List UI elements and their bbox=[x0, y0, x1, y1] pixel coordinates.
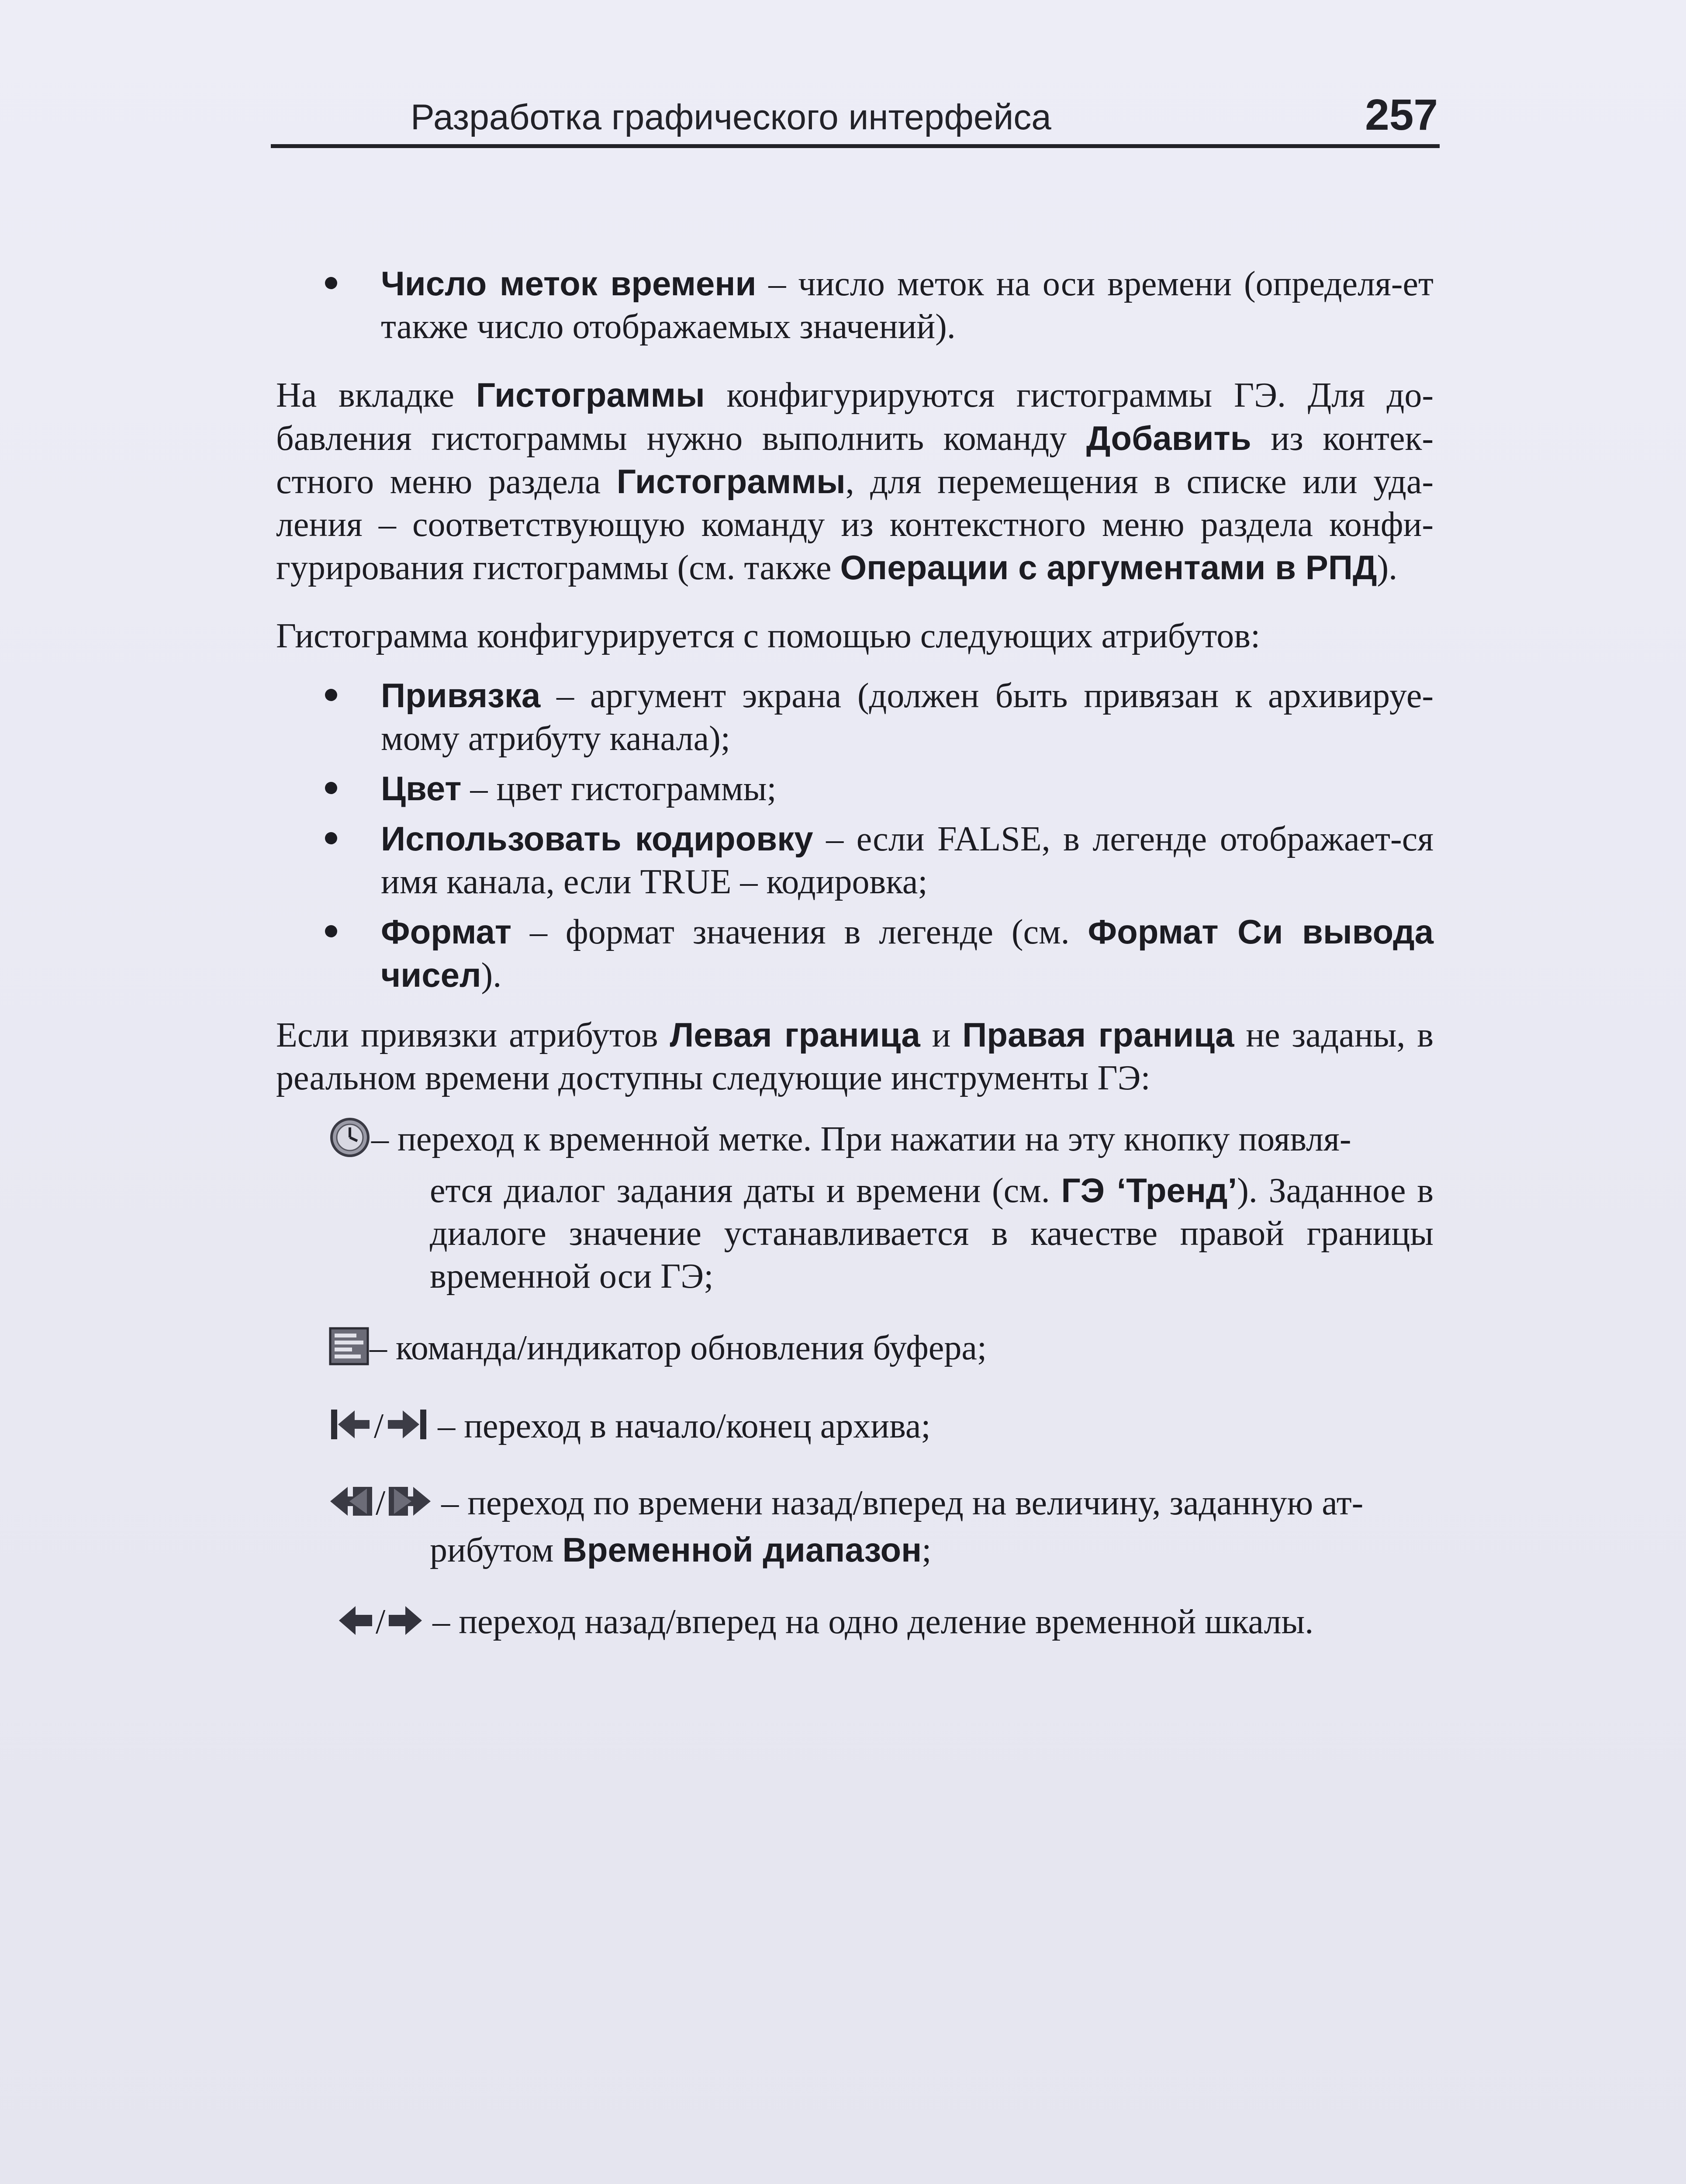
text: из контек-стного меню раздела bbox=[276, 419, 1434, 501]
skip-to-end-icon bbox=[385, 1406, 429, 1453]
tool-range-step bbox=[276, 1482, 1434, 1572]
link-term: Формат Си вывода чисел bbox=[381, 912, 1434, 994]
buffer-icon bbox=[328, 1327, 370, 1376]
skip-to-start-icon bbox=[328, 1406, 372, 1453]
text: не заданы, в реальном времени доступны следующие инструменты ГЭ: bbox=[276, 1016, 1434, 1097]
tool-buffer-update bbox=[276, 1327, 1434, 1376]
bullet-icon bbox=[325, 782, 337, 794]
term: Цвет bbox=[381, 769, 462, 808]
page-body bbox=[276, 262, 1434, 1648]
text: ). bbox=[1377, 549, 1398, 587]
tool-description: ). Заданное в диалоге значение устанавливается в качестве правой границы временной оси ГЭ; bbox=[430, 1171, 1434, 1296]
term: Число меток времени bbox=[381, 264, 757, 303]
text: и bbox=[920, 1016, 963, 1054]
page-number: 257 bbox=[1365, 90, 1438, 139]
bullet-icon bbox=[325, 832, 337, 844]
separator: / bbox=[374, 1407, 384, 1446]
separator: / bbox=[376, 1484, 386, 1523]
tool-description: – переход к временной метке. При нажатии на эту кнопку появля- bbox=[371, 1120, 1351, 1158]
definition: – аргумент экрана (должен быть привязан к архивируе-мому атрибуту канала); bbox=[381, 677, 1434, 758]
paragraph-histograms bbox=[276, 373, 1434, 589]
chapter-title: Разработка графического интерфейса bbox=[411, 97, 1051, 137]
tool-description: – переход назад/вперед на одно деление временной шкалы. bbox=[432, 1603, 1314, 1641]
definition: – цвет гистограммы; bbox=[461, 770, 777, 808]
bullet-icon bbox=[325, 689, 337, 701]
fast-forward-icon bbox=[387, 1484, 432, 1528]
term: Гистограммы bbox=[616, 462, 846, 501]
bullet-icon bbox=[325, 277, 337, 289]
term: Левая граница bbox=[670, 1016, 920, 1054]
definition: ). bbox=[481, 956, 502, 995]
list-item bbox=[276, 767, 1434, 810]
text: конфигурируются гистограммы ГЭ. Для до-бавления гистограммы нужно выполнить команду bbox=[276, 376, 1434, 458]
text: Если привязки атрибутов bbox=[276, 1016, 670, 1054]
link-term: Операции с аргументами в РПД bbox=[840, 548, 1377, 587]
separator: / bbox=[376, 1603, 386, 1641]
term: Использовать кодировку bbox=[381, 819, 813, 858]
term: Правая граница bbox=[962, 1016, 1234, 1054]
tool-description: – команда/индикатор обновления буфера; bbox=[370, 1329, 987, 1367]
definition: – если FALSE, в легенде отображает-ся имя канала, если TRUE – кодировка; bbox=[381, 820, 1434, 901]
tool-description: – переход в начало/конец архива; bbox=[438, 1407, 931, 1446]
text: , для перемещения в списке или уда-ления – соответствующую команду из контекстного меню раздела конфи-гурирования гистограммы (см. также bbox=[276, 463, 1434, 587]
term: Формат bbox=[381, 912, 512, 951]
paragraph-tools-intro bbox=[276, 1013, 1434, 1099]
term: Добавить bbox=[1086, 419, 1251, 457]
clock-icon bbox=[328, 1116, 371, 1169]
list-item bbox=[276, 674, 1434, 760]
link-term: ГЭ ‘Тренд’ bbox=[1061, 1171, 1237, 1209]
list-item bbox=[276, 910, 1434, 997]
term: Временной диапазон bbox=[562, 1531, 922, 1569]
text: На вкладке bbox=[276, 376, 476, 415]
term: Гистограммы bbox=[476, 376, 705, 414]
tool-description: – переход по времени назад/вперед на величину, заданную ат- bbox=[441, 1484, 1364, 1523]
tool-scale-step bbox=[276, 1600, 1434, 1647]
definition: – формат значения в легенде (см. bbox=[511, 913, 1088, 951]
header-rule bbox=[271, 144, 1440, 148]
tool-archive-ends bbox=[276, 1405, 1434, 1453]
fast-back-icon bbox=[328, 1484, 374, 1528]
tool-description: рибутом bbox=[430, 1531, 563, 1570]
definition: – число меток на оси времени (определя-ет также число отображаемых значений). bbox=[381, 265, 1434, 346]
step-forward-icon bbox=[387, 1603, 424, 1648]
list-item bbox=[276, 817, 1434, 903]
list-item bbox=[276, 262, 1434, 348]
tool-description: ется диалог задания даты и времени (см. bbox=[430, 1171, 1061, 1210]
bullet-icon bbox=[325, 925, 337, 937]
paragraph-attributes-intro: Гистограмма конфигурируется с помощью следующих атрибутов: bbox=[276, 617, 1261, 655]
term: Привязка bbox=[381, 676, 541, 715]
tool-goto-time-mark bbox=[276, 1116, 1434, 1298]
running-header bbox=[271, 83, 1440, 149]
tool-description: ; bbox=[922, 1531, 932, 1570]
step-back-icon bbox=[337, 1603, 374, 1648]
